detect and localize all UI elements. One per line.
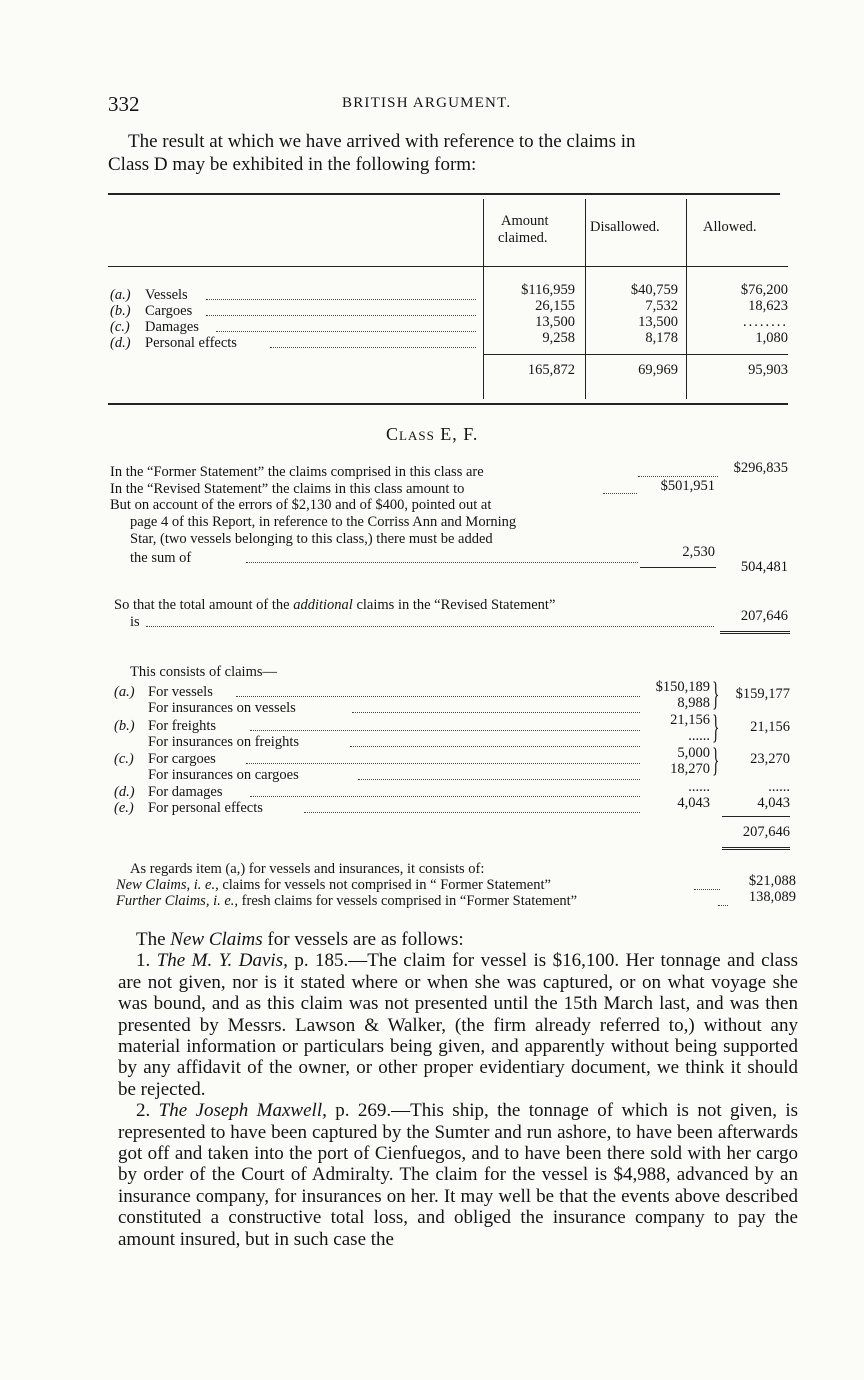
cell-disallowed: 13,500 xyxy=(638,314,678,330)
errors-line-4: the sum of xyxy=(130,550,192,566)
consists-letter: (a.) xyxy=(114,684,135,700)
intro-line-1: The result at which we have arrived with reference to the claims in xyxy=(128,131,636,152)
row-label: Cargoes xyxy=(145,303,193,319)
cell-disallowed: 7,532 xyxy=(645,298,678,314)
brace-icon: } xyxy=(712,709,720,746)
table-header-rule xyxy=(108,266,788,267)
consists-label: For insurances on freights xyxy=(148,734,300,750)
former-statement-text: In the “Former Statement” the claims comprised in this class are xyxy=(110,464,484,480)
errors-value: 2,530 xyxy=(682,544,715,560)
dot-leader xyxy=(206,315,476,316)
p1-pre: The xyxy=(136,929,171,950)
additional-claims-value: 207,646 xyxy=(740,608,788,624)
additional-pre: So that the total amount of the xyxy=(114,597,294,613)
consists-heading: This consists of claims— xyxy=(130,664,278,680)
col-header-allowed: Allowed. xyxy=(703,219,757,235)
consists-label: For insurances on vessels xyxy=(148,700,296,716)
row-letter: (a.) xyxy=(110,287,131,303)
revised-statement-value: $501,951 xyxy=(660,478,715,494)
consists-value: 5,000 xyxy=(677,745,710,761)
additional-post: claims in the “Revised Statement” xyxy=(352,597,556,613)
dot-leader xyxy=(236,696,640,697)
row-letter: (d.) xyxy=(110,335,131,351)
consists-label: For freights xyxy=(148,718,217,734)
table-bottom-rule xyxy=(108,403,788,405)
consists-value: 21,156 xyxy=(670,712,710,728)
revised-statement-text: In the “Revised Statement” the claims in this class amount to xyxy=(110,481,465,497)
body-text xyxy=(118,929,798,1250)
cell-allowed: $76,200 xyxy=(740,282,788,298)
dot-leader xyxy=(350,746,640,747)
regards-line: As regards item (a,) for vessels and insurances, it consists of: xyxy=(130,861,485,877)
paragraph xyxy=(118,1100,798,1250)
errors-line-2: page 4 of this Report, in reference to the Corriss Ann and Morning xyxy=(130,514,517,530)
subtotal-value: 504,481 xyxy=(740,559,788,575)
cell-allowed: 18,623 xyxy=(748,298,788,314)
additional-claims-text xyxy=(114,597,555,614)
row-label: Vessels xyxy=(145,287,188,303)
intro-line-2: Class D may be exhibited in the following form: xyxy=(108,154,477,175)
sum-rule xyxy=(722,816,790,817)
dot-leader xyxy=(352,712,640,713)
dot-leader xyxy=(206,299,476,300)
cell-amount: $116,959 xyxy=(521,282,575,298)
table-top-rule xyxy=(108,193,780,195)
consists-letter: (c.) xyxy=(114,751,134,767)
dot-leader xyxy=(216,331,476,332)
errors-line-1: But on account of the errors of $2,130 and of $400, pointed out at xyxy=(110,497,492,513)
p2-num: 1. xyxy=(136,950,157,972)
further-claims-value: 138,089 xyxy=(748,889,796,905)
further-claims-em: Further Claims, i. e., xyxy=(116,893,239,909)
consists-letter: (d.) xyxy=(114,784,135,800)
p1-post: for vessels are as follows: xyxy=(262,929,464,950)
col-header-disallowed: Disallowed. xyxy=(590,219,660,235)
errors-line-3: Star, (two vessels belonging to this class,) there must be added xyxy=(130,531,493,547)
dot-leader xyxy=(270,347,476,348)
additional-claims-line-2: is xyxy=(130,614,140,630)
consists-group-value: 23,270 xyxy=(750,751,790,767)
consists-label: For vessels xyxy=(148,684,213,700)
cell-amount: 9,258 xyxy=(542,330,575,346)
cell-disallowed: 8,178 xyxy=(645,330,678,346)
double-rule xyxy=(722,847,790,850)
further-claims-line xyxy=(116,893,577,910)
p3-em: The Joseph Maxwell, xyxy=(158,1100,327,1122)
row-label: Damages xyxy=(145,319,199,335)
dot-leader xyxy=(250,796,640,797)
running-title: BRITISH ARGUMENT. xyxy=(342,95,512,111)
cell-disallowed: $40,759 xyxy=(630,282,678,298)
new-claims-em: New Claims, i. e., xyxy=(116,877,219,893)
consists-value: ...... xyxy=(688,728,710,744)
p2-em: The M. Y. Davis, xyxy=(156,950,288,972)
dot-leader xyxy=(246,562,638,563)
cell-amount: 26,155 xyxy=(535,298,575,314)
consists-label: For cargoes xyxy=(148,751,216,767)
consists-value: 18,270 xyxy=(670,761,710,777)
dot-leader xyxy=(358,779,640,780)
row-letter: (b.) xyxy=(110,303,131,319)
paragraph xyxy=(118,929,798,950)
consists-value: $150,189 xyxy=(655,679,710,695)
brace-icon: } xyxy=(712,742,720,779)
consists-value: ...... xyxy=(688,779,710,795)
row-label: Personal effects xyxy=(145,335,237,351)
consists-label: For insurances on cargoes xyxy=(148,767,299,783)
dot-leader xyxy=(146,626,714,627)
dot-leader xyxy=(304,812,640,813)
consists-group-value: 21,156 xyxy=(750,719,790,735)
consists-letter: (e.) xyxy=(114,800,134,816)
p3-text: p. 269.—This ship, the tonnage of which is not given, is represented to have been captured by the Sumter and run ashore, to have been afterwards got off and taken into the port of Cienfuegos, and to have been there sold with her cargo by order of the Court of Admiralty. The claim for the vessel is $4,988, advanced by an insurance company, for insurances on her. It may well be that the events above described constituted a constructive total loss, and obliged the insurance company to pay the amount insured, but in such case the xyxy=(118,1100,799,1250)
total-allowed: 95,903 xyxy=(748,362,788,378)
new-claims-line xyxy=(116,877,551,894)
consists-letter: (b.) xyxy=(114,718,135,734)
p2-text: p. 185.—The claim for vessel is $16,100. Her tonnage and class are not given, nor is it stated where or when she was captured, or on what voyage she was bound, and as this claim was not presented until the 15th March last, and was then presented by Messrs. Lawson & Walker, (the firm already referred to,) without any material information or particulars being given, and apparently without being supported by any affidavit of the owner, or other proper evidentiary document, we think it should be rejected. xyxy=(118,950,798,1100)
additional-em: additional xyxy=(293,597,353,613)
dot-leader xyxy=(250,730,640,731)
consists-group-value: $159,177 xyxy=(735,686,790,702)
total-disallowed: 69,969 xyxy=(638,362,678,378)
col-header-amount-1: Amount xyxy=(501,213,549,229)
cell-allowed: ........ xyxy=(743,314,788,330)
row-letter: (c.) xyxy=(110,319,130,335)
consists-label: For damages xyxy=(148,784,223,800)
consists-group-value: ...... xyxy=(768,779,790,795)
dot-leader xyxy=(246,763,640,764)
page-number: 332 xyxy=(108,92,140,116)
consists-group-value: 4,043 xyxy=(757,795,790,811)
consists-value: 8,988 xyxy=(677,695,710,711)
consists-total: 207,646 xyxy=(742,824,790,840)
double-rule xyxy=(720,631,790,634)
paragraph xyxy=(118,950,798,1100)
table-col-rule-3 xyxy=(686,199,687,399)
former-statement-value: $296,835 xyxy=(733,460,788,476)
total-amount: 165,872 xyxy=(527,362,575,378)
further-claims-text: fresh claims for vessels comprised in “Former Statement” xyxy=(238,893,578,909)
brace-icon: } xyxy=(712,676,720,713)
p1-em: New Claims xyxy=(170,929,263,950)
table-sum-rule xyxy=(483,354,788,355)
section-heading: Class E, F. xyxy=(386,424,479,444)
new-claims-text: claims for vessels not comprised in “ Former Statement” xyxy=(218,877,551,893)
col-header-amount-2: claimed. xyxy=(498,230,548,246)
consists-value: 4,043 xyxy=(677,795,710,811)
consists-label: For personal effects xyxy=(148,800,263,816)
cell-amount: 13,500 xyxy=(535,314,575,330)
cell-allowed: 1,080 xyxy=(755,330,788,346)
p3-num: 2. xyxy=(136,1100,159,1122)
new-claims-value: $21,088 xyxy=(748,873,796,889)
